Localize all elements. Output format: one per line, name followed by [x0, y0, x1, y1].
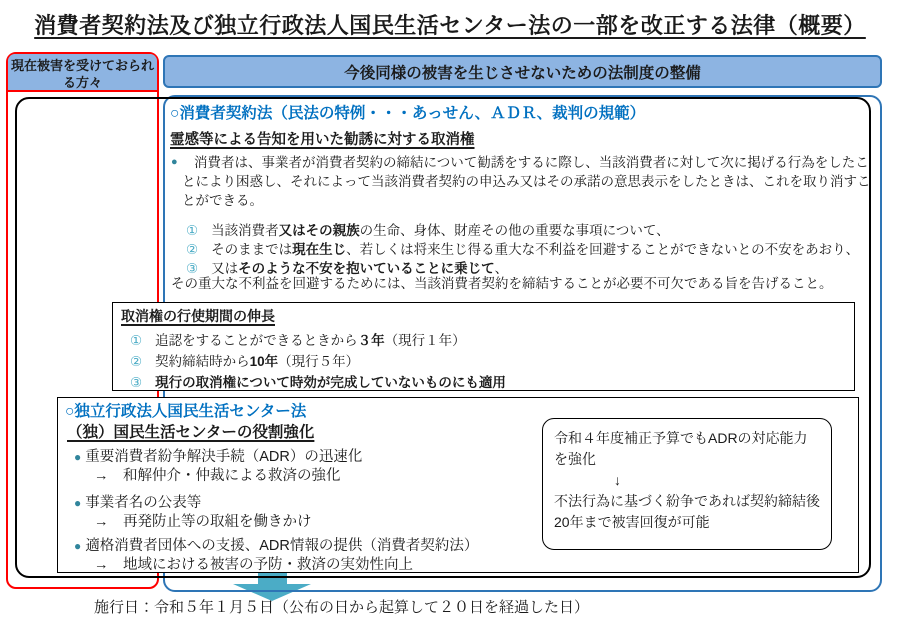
item-text: 追認をすることができるときから	[155, 333, 358, 348]
page-title: 消費者契約法及び独立行政法人国民生活センター法の一部を改正する法律（概要）	[34, 13, 866, 38]
item-text: 契約締結時から	[155, 354, 250, 369]
cancellation-period-item-3	[130, 371, 506, 391]
item-text: の生命、身体、財産その他の重要な事項について、	[359, 223, 670, 238]
cancellation-period-box	[112, 302, 855, 391]
item-text-bold: 又はその親族	[278, 223, 360, 238]
center-law-bullet-2	[74, 491, 201, 512]
item-text: 又は	[211, 261, 239, 276]
item-text-bold: 現行の取消権について時効が完成していないものにも適用	[155, 375, 506, 390]
center-law-subheading: （独）国民生活センターの役割強化	[67, 424, 315, 441]
item-text: 、若しくは将来生じ得る重大な不利益を回避することができないとの不安をあおり、	[346, 242, 860, 257]
center-law-heading: ○独立行政法人国民生活センター法	[65, 403, 307, 420]
bullet-text: 適格消費者団体への支援、ADR情報の提供（消費者契約法）	[85, 538, 479, 554]
consumer-law-closing: その重大な不利益を回避するためには、当該消費者契約を締結することが必要不可欠である旨を告げること。	[171, 276, 833, 291]
center-law-effect-3: → 地域における被害の予防・救済の実効性向上	[94, 557, 413, 573]
item-text-bold: 現在生じ	[292, 242, 347, 257]
circled-number-icon: ②	[130, 354, 143, 369]
adr-budget-note-box	[542, 418, 832, 550]
consumer-law-paragraph: 消費者は、事業者が消費者契約の締結について勧誘をするに際し、当該消費者に対して次に掲げる行為をしたことにより困惑し、それによって当該消費者契約の申込み又はその承諾の意思表示をしたときは、これを取り消すことができる。	[182, 155, 871, 208]
center-law-effect-1: → 和解仲介・仲裁による救済の強化	[94, 468, 341, 484]
item-text: （現行１年）	[384, 333, 466, 348]
bullet-text: 重要消費者紛争解決手続（ADR）の迅速化	[85, 449, 363, 465]
consumer-law-item-2	[186, 238, 859, 258]
circled-number-icon: ③	[186, 261, 199, 276]
adr-budget-note-line1: 令和４年度補正予算でもADRの対応能力を強化	[554, 430, 808, 467]
item-text: （現行５年）	[278, 354, 360, 369]
circled-number-icon: ①	[186, 223, 199, 238]
item-text: そのままでは	[211, 242, 293, 257]
consumer-law-heading: ○消費者契約法（民法の特例・・・あっせん、ＡＤＲ、裁判の規範）	[170, 105, 646, 122]
item-text-bold: 10年	[249, 354, 279, 369]
cancellation-period-item-2	[130, 350, 359, 370]
future-measures-header: 今後同様の被害を生じさせないための法制度の整備	[163, 55, 882, 88]
circled-number-icon: ①	[130, 333, 143, 348]
adr-budget-note-line2: 不法行為に基づく紛争であれば契約締結後20年まで被害回復が可能	[554, 493, 820, 530]
item-text: 、	[494, 261, 509, 276]
item-text-bold: そのような不安を抱いていることに乗じて	[238, 261, 495, 276]
consumer-law-item-1	[186, 219, 670, 239]
cancellation-period-title: 取消権の行使期間の伸長	[121, 308, 275, 324]
consumer-law-subheading: 霊感等による告知を用いた勧誘に対する取消権	[170, 132, 475, 148]
circled-number-icon: ②	[186, 242, 199, 257]
center-law-bullet-3	[74, 534, 478, 555]
bullet-icon: ●	[74, 496, 82, 510]
bullet-icon: ●	[74, 450, 82, 464]
circled-number-icon: ③	[130, 375, 143, 390]
bullet-icon: ●	[74, 539, 82, 553]
enforcement-date: 施行日：令和５年１月５日（公布の日から起算して２０日を経過した日）	[94, 599, 590, 616]
cancellation-period-item-1	[130, 329, 466, 349]
current-victims-header: 現在被害を受けておられる方々	[8, 54, 157, 92]
down-arrow-glyph-icon: ↓	[614, 472, 621, 488]
item-text: 当該消費者	[211, 223, 279, 238]
center-law-bullet-1	[74, 445, 362, 466]
center-law-effect-2: → 再発防止等の取組を働きかけ	[94, 514, 312, 530]
bullet-icon: ●	[171, 156, 178, 168]
item-text-bold: ３年	[357, 333, 385, 348]
bullet-text: 事業者名の公表等	[85, 495, 202, 511]
